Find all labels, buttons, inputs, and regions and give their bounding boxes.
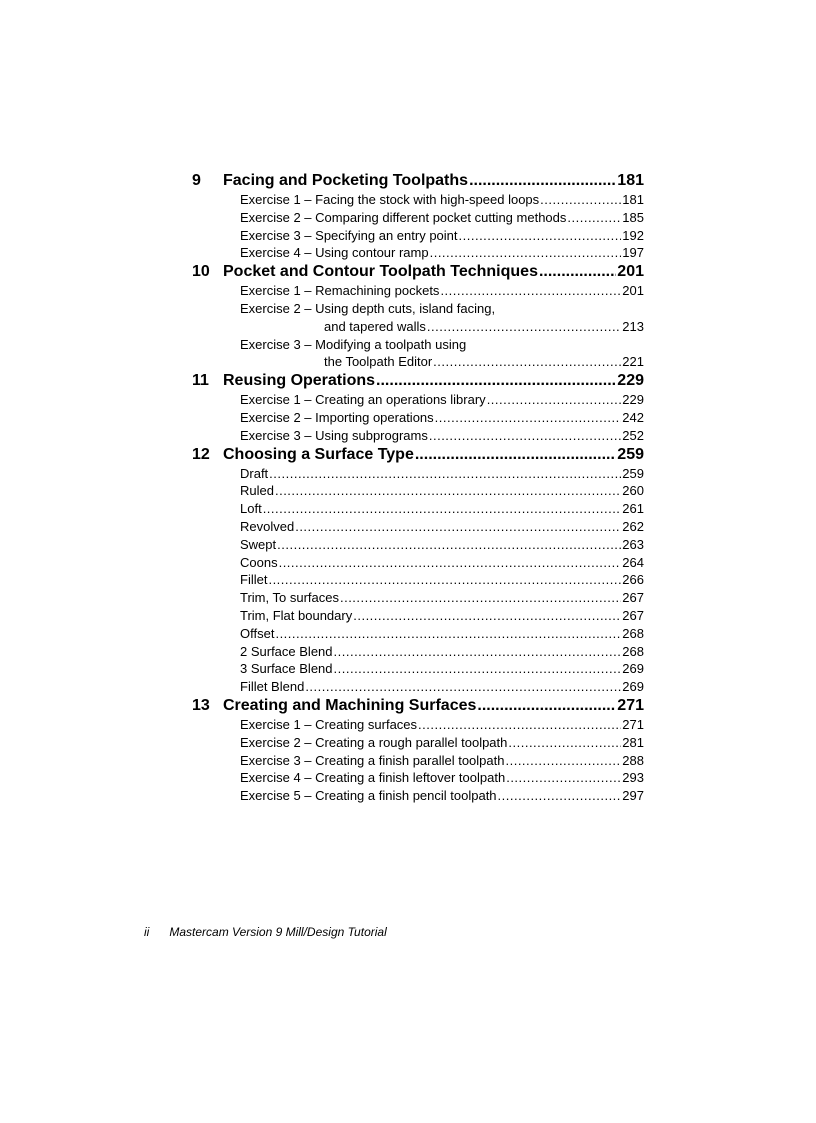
entry-title: the Toolpath Editor — [324, 354, 433, 370]
toc-entry — [192, 353, 644, 371]
toc-entry — [192, 660, 644, 678]
toc-chapter-12 — [192, 445, 644, 465]
entry-title: and tapered walls — [324, 318, 426, 334]
entry-title: Exercise 3 – Specifying an entry point — [240, 227, 458, 243]
entry-page: 197 — [622, 245, 644, 261]
entry-title: Exercise 3 – Creating a finish parallel toolpath — [240, 752, 505, 768]
toc-entry — [192, 643, 644, 661]
entry-title: Exercise 2 – Creating a rough parallel toolpath — [240, 734, 508, 750]
dot-leader — [269, 465, 621, 483]
dot-leader — [334, 660, 622, 678]
entry-page: 264 — [622, 554, 644, 570]
dot-leader — [418, 716, 621, 734]
footer-page-number: ii — [144, 925, 150, 939]
entry-page: 267 — [622, 590, 644, 606]
toc-entry — [192, 734, 644, 752]
toc-entry — [192, 518, 644, 536]
entry-page: 252 — [622, 427, 644, 443]
entry-page: 229 — [622, 392, 644, 408]
dot-leader — [430, 244, 622, 262]
chapter-page: 201 — [617, 263, 644, 281]
entry-title: Loft — [240, 501, 262, 517]
table-of-contents — [192, 171, 644, 805]
chapter-number: 11 — [192, 372, 209, 390]
dot-leader — [263, 500, 622, 518]
chapter-title: Reusing Operations — [223, 372, 376, 390]
entry-page: 268 — [622, 625, 644, 641]
toc-entry — [192, 769, 644, 787]
toc-entry — [192, 227, 644, 245]
toc-entry — [192, 409, 644, 427]
chapter-title: Creating and Machining Surfaces — [223, 696, 477, 714]
toc-entry — [192, 607, 644, 625]
toc-entry — [192, 678, 644, 696]
dot-leader — [506, 769, 621, 787]
dot-leader — [415, 445, 616, 465]
dot-leader — [539, 262, 616, 282]
toc-chapter-13 — [192, 696, 644, 716]
entry-page: 271 — [622, 716, 644, 732]
entry-page: 293 — [622, 770, 644, 786]
entry-title: Ruled — [240, 483, 274, 499]
dot-leader — [429, 427, 621, 445]
dot-leader — [353, 607, 621, 625]
entry-title: Exercise 4 – Using contour ramp — [240, 245, 429, 261]
dot-leader — [340, 589, 621, 607]
toc-entry — [192, 482, 644, 500]
dot-leader — [305, 678, 621, 696]
entry-title: Revolved — [240, 518, 295, 534]
chapter-page: 271 — [617, 696, 644, 714]
toc-chapter-11 — [192, 371, 644, 391]
entry-page: 259 — [622, 465, 644, 481]
entry-title: Exercise 1 – Remachining pockets — [240, 283, 440, 299]
page-footer — [144, 925, 387, 939]
dot-leader — [487, 391, 622, 409]
dot-leader — [295, 518, 621, 536]
chapter-title: Pocket and Contour Toolpath Techniques — [223, 263, 538, 281]
toc-entry — [192, 336, 644, 354]
toc-chapter-10 — [192, 262, 644, 282]
dot-leader — [540, 191, 621, 209]
toc-entry — [192, 554, 644, 572]
entry-title: Exercise 4 – Creating a finish leftover toolpath — [240, 770, 506, 786]
chapter-number: 13 — [192, 696, 210, 714]
dot-leader — [567, 209, 621, 227]
entry-page: 269 — [622, 661, 644, 677]
dot-leader — [435, 409, 622, 427]
entry-title: 3 Surface Blend — [240, 661, 333, 677]
dot-leader — [275, 625, 621, 643]
entry-title: Fillet Blend — [240, 679, 305, 695]
toc-chapter-9 — [192, 171, 644, 191]
toc-entry — [192, 318, 644, 336]
entry-page: 260 — [622, 483, 644, 499]
entry-title: Fillet — [240, 572, 268, 588]
entry-page: 263 — [622, 536, 644, 552]
dot-leader — [275, 482, 621, 500]
toc-entry — [192, 752, 644, 770]
entry-page: 242 — [622, 409, 644, 425]
toc-entry — [192, 391, 644, 409]
chapter-number: 9 — [192, 172, 201, 189]
entry-title: Exercise 2 – Importing operations — [240, 409, 434, 425]
entry-title: Exercise 1 – Creating an operations library — [240, 392, 486, 408]
chapter-title: Choosing a Surface Type — [223, 445, 414, 463]
toc-entry — [192, 244, 644, 262]
toc-entry — [192, 787, 644, 805]
chapter-page: 181 — [617, 172, 644, 189]
dot-leader — [505, 752, 621, 770]
dot-leader — [334, 643, 622, 661]
entry-title: Exercise 3 – Modifying a toolpath using — [240, 336, 467, 352]
toc-entry — [192, 589, 644, 607]
entry-page: 213 — [622, 318, 644, 334]
entry-page: 281 — [622, 734, 644, 750]
toc-entry — [192, 191, 644, 209]
toc-entry — [192, 427, 644, 445]
entry-title: Coons — [240, 554, 278, 570]
toc-entry — [192, 465, 644, 483]
dot-leader — [498, 787, 622, 805]
dot-leader — [459, 227, 622, 245]
entry-title: Exercise 1 – Facing the stock with high-speed loops — [240, 192, 540, 207]
toc-entry — [192, 716, 644, 734]
entry-title: Exercise 1 – Creating surfaces — [240, 716, 418, 732]
entry-title: Offset — [240, 625, 275, 641]
entry-page: 185 — [622, 209, 644, 225]
entry-page: 288 — [622, 752, 644, 768]
toc-entry — [192, 571, 644, 589]
toc-entry — [192, 209, 644, 227]
entry-page: 268 — [622, 643, 644, 659]
toc-entry — [192, 625, 644, 643]
chapter-number: 10 — [192, 263, 210, 281]
dot-leader — [433, 353, 621, 371]
entry-page: 221 — [622, 354, 644, 370]
toc-entry — [192, 282, 644, 300]
entry-title: Trim, Flat boundary — [240, 607, 353, 623]
dot-leader — [477, 696, 616, 716]
dot-leader — [469, 171, 616, 191]
entry-title: Trim, To surfaces — [240, 590, 339, 606]
entry-page: 201 — [622, 283, 644, 299]
entry-title: Exercise 2 – Using depth cuts, island facing, — [240, 300, 496, 316]
entry-title: Draft — [240, 465, 269, 481]
dot-leader — [508, 734, 621, 752]
entry-page: 192 — [622, 227, 644, 243]
entry-page: 181 — [622, 192, 644, 207]
dot-leader — [279, 554, 622, 572]
dot-leader — [427, 318, 621, 336]
entry-page: 266 — [622, 572, 644, 588]
entry-page: 267 — [622, 607, 644, 623]
entry-title: Swept — [240, 536, 277, 552]
entry-page: 269 — [622, 679, 644, 695]
entry-title: Exercise 2 – Comparing different pocket cutting methods — [240, 209, 567, 225]
entry-title: Exercise 5 – Creating a finish pencil toolpath — [240, 788, 497, 804]
entry-page: 262 — [622, 518, 644, 534]
entry-page: 297 — [622, 788, 644, 804]
toc-entry — [192, 500, 644, 518]
chapter-number: 12 — [192, 445, 210, 463]
toc-entry — [192, 300, 644, 318]
entry-title: Exercise 3 – Using subprograms — [240, 427, 428, 443]
chapter-page: 259 — [617, 445, 644, 463]
dot-leader — [268, 571, 621, 589]
chapter-title: Facing and Pocketing Toolpaths — [223, 172, 469, 189]
chapter-page: 229 — [617, 372, 644, 390]
dot-leader — [277, 536, 621, 554]
footer-book-title: Mastercam Version 9 Mill/Design Tutorial — [169, 925, 387, 939]
dot-leader — [440, 282, 621, 300]
entry-page: 261 — [622, 501, 644, 517]
toc-entry — [192, 536, 644, 554]
entry-title: 2 Surface Blend — [240, 643, 333, 659]
dot-leader — [376, 371, 616, 391]
